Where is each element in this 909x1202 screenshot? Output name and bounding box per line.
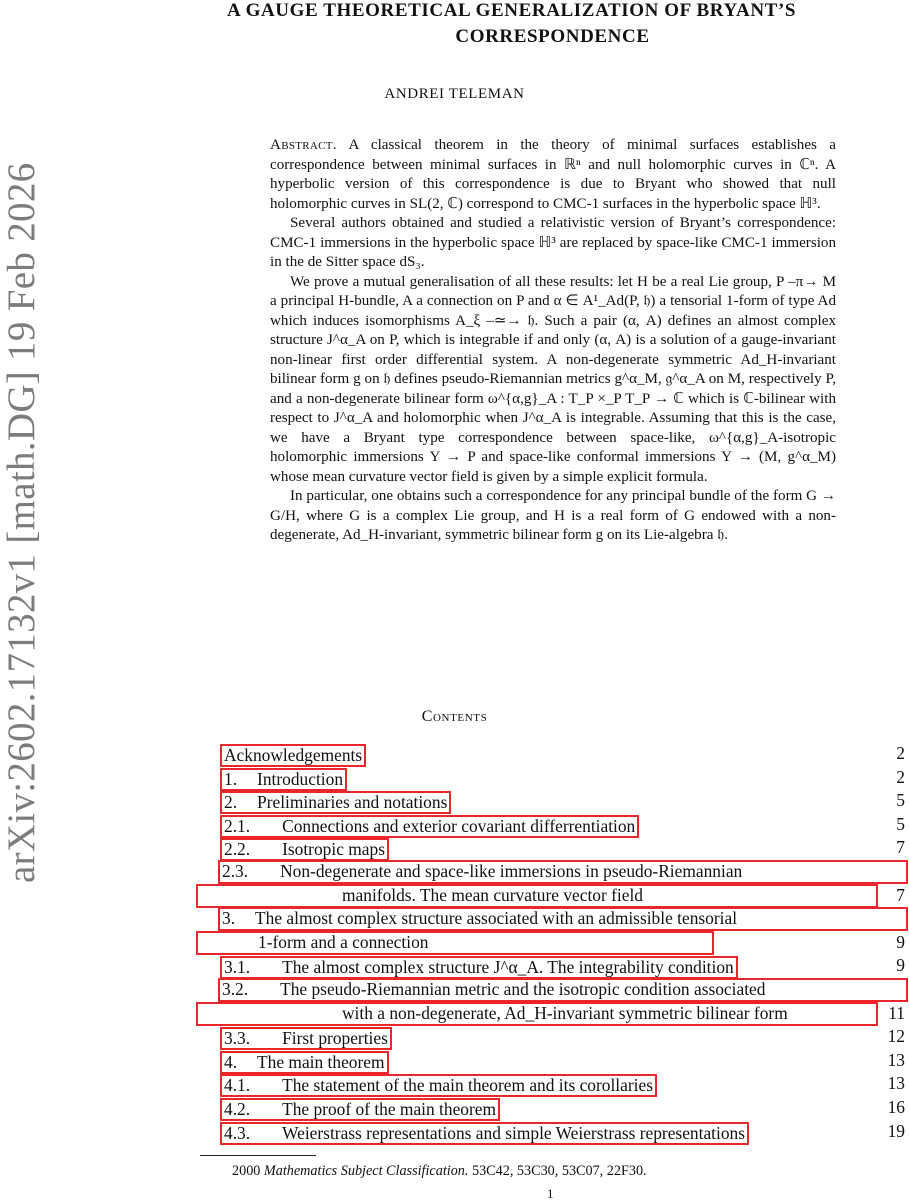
toc-page-number: 5 (896, 813, 905, 834)
toc-title: Preliminaries and notations (257, 792, 448, 813)
author-name: ANDREI TELEMAN (384, 86, 525, 102)
toc-link[interactable] (220, 1051, 389, 1074)
toc-title: Introduction (257, 768, 344, 789)
toc-link[interactable] (220, 838, 389, 861)
footnote-rule (200, 1155, 316, 1156)
toc-entry (220, 768, 908, 792)
toc-section-number: 2. (224, 792, 238, 813)
toc-entry-continuation (220, 1004, 908, 1028)
toc-link[interactable] (220, 744, 366, 767)
abstract (270, 136, 836, 546)
contents-heading-text: Contents (421, 708, 488, 725)
toc-entry (220, 909, 908, 933)
toc-title: The main theorem (257, 1051, 385, 1072)
toc-link[interactable] (220, 1122, 749, 1145)
toc-link[interactable] (220, 1074, 657, 1097)
toc-title: The proof of the main theorem (282, 1099, 497, 1119)
toc-entry (220, 1051, 908, 1075)
abstract-paragraph-1 (270, 136, 836, 214)
contents-heading (0, 708, 909, 726)
toc-page-number: 11 (888, 1002, 905, 1023)
toc-title: Weierstrass representations and simple Weierstrass representations (282, 1122, 745, 1143)
toc-section-number: 4.1. (224, 1075, 251, 1096)
toc-link-box-bottom[interactable] (196, 1002, 878, 1026)
footnote-year: 2000 (232, 1163, 261, 1179)
toc-page-number: 9 (896, 931, 905, 952)
abstract-heading: Abstract. (270, 137, 337, 153)
toc-title: The statement of the main theorem and its corollaries (282, 1075, 653, 1096)
footnote-label: Mathematics Subject Classification. (263, 1163, 469, 1179)
toc-entry-continuation (220, 933, 908, 957)
author (0, 86, 713, 103)
toc-title: Isotropic maps (282, 839, 385, 860)
title-line-1: A GAUGE THEORETICAL GENERALIZATION OF BRYANT’S (226, 0, 797, 21)
title-line-2: CORRESPONDENCE (455, 26, 650, 47)
toc-section-number: 3.3. (224, 1028, 251, 1049)
toc-link-box-top[interactable] (218, 907, 908, 931)
toc-entry (220, 744, 908, 768)
toc-title: Acknowledgements (224, 745, 363, 765)
toc-page-number: 7 (896, 884, 905, 905)
arxiv-stamp: arXiv:2602.17132v1 [math.DG] 19 Feb 2026 (0, 162, 43, 883)
toc-title: The almost complex structure associated with an admissible tensorial (255, 908, 738, 929)
toc-entry-continuation (220, 886, 908, 910)
toc-link[interactable] (220, 1027, 392, 1050)
abstract-paragraph-2: Several authors obtained and studied a relativistic version of Bryant’s correspondence: CMC-1 immersions in the hyperbolic space ℍ³ are replaced by space-like CMC-1 immersion in the de Sitter space dS₃. (270, 215, 836, 270)
toc-entry (220, 1098, 908, 1122)
abstract-paragraph-4: In particular, one obtains such a correspondence for any principal bundle of the form G → G/H, where G is a complex Lie group, and H is a real form of G endowed with a non-degenerate, Ad_H-invariant, symmetric bilinear form g on its Lie-algebra 𝔥. (270, 488, 836, 543)
toc-section-number: 1. (224, 768, 238, 789)
toc-title-continuation[interactable]: with a non-degenerate, Ad_H-invariant symmetric bilinear form (342, 1002, 788, 1023)
toc-title-continuation[interactable]: 1-form and a connection (258, 931, 429, 952)
toc-link[interactable] (220, 956, 738, 979)
toc-link-box-bottom[interactable] (196, 884, 878, 908)
toc-link[interactable] (220, 791, 451, 814)
toc-page-number: 7 (896, 837, 905, 858)
toc-section-number: 4.3. (224, 1122, 251, 1143)
toc-section-number: 2.3. (222, 861, 249, 881)
toc-section-number: 4.2. (224, 1099, 251, 1119)
toc-page-number: 13 (887, 1049, 905, 1070)
page-number: 1 (547, 1186, 554, 1201)
abstract-paragraph-3: We prove a mutual generalisation of all these results: let H be a real Lie group, P –π→ M a principal H-bundle, A a connection on P and α ∈ A¹_Ad(P, 𝔥) a tensorial 1-form of type Ad which induces isomorphisms A_ξ –≃→ 𝔥. Such a pair (α, A) defines an almost complex structure J^α_A on P, which is integrable if and only (α, A) is a solution of a gauge-invariant non-linear first order differential system. A non-degenerate symmetric Ad_H-invariant bilinear form g on 𝔥 defines pseudo-Riemannian metrics g^α_M, 𝔤^α_A on M, respectively P, and a non-degenerate bilinear form ω^{α,g}_A : T_P ×_P T_P → ℂ which is ℂ-bilinear with respect to J^α_A and holomorphic when J^α_A is integrable. Assuming that this is the case, we have a Bryant type correspondence between space-like, ω^{α,g}_A-isotropic holomorphic immersions Y → P and space-like conformal immersions Y → (M, g^α_M) whose mean curvature vector field is given by a simple explicit formula. (270, 273, 836, 485)
toc-section-number: 4. (224, 1051, 238, 1072)
toc-title: Connections and exterior covariant differrentiation (282, 815, 636, 836)
toc-link-box-top[interactable] (218, 860, 908, 884)
toc-entry (220, 838, 908, 862)
toc-entry (220, 1122, 908, 1146)
toc-entry (220, 980, 908, 1004)
toc-title: The pseudo-Riemannian metric and the isotropic condition associated (280, 979, 766, 999)
toc-entry (220, 815, 908, 839)
footnote-codes: 53C42, 53C30, 53C07, 22F30. (471, 1163, 647, 1179)
toc-section-number: 2.1. (224, 815, 251, 836)
toc-link[interactable] (220, 768, 347, 791)
toc-link-box-bottom[interactable] (196, 931, 714, 955)
paper-title (0, 0, 909, 50)
toc-title: Non-degenerate and space-like immersions in pseudo-Riemannian (280, 861, 743, 881)
toc-page-number: 2 (896, 743, 905, 763)
toc-entry (220, 862, 908, 886)
toc-link-box-top[interactable] (218, 978, 908, 1002)
toc-section-number: 2.2. (224, 839, 251, 860)
toc-entry (220, 956, 908, 980)
toc-title-continuation[interactable]: manifolds. The mean curvature vector field (342, 884, 643, 905)
footnote (232, 1163, 647, 1180)
toc-section-number: 3.2. (222, 979, 249, 999)
toc-entry (220, 1074, 908, 1098)
toc-page-number: 16 (887, 1097, 905, 1117)
toc-page-number: 9 (896, 955, 905, 976)
toc-section-number: 3.1. (224, 957, 251, 978)
toc-title: The almost complex structure J^α_A. The integrability condition (282, 957, 734, 978)
toc-section-number: 3. (222, 908, 236, 929)
toc-page-number: 12 (887, 1026, 905, 1047)
toc-link[interactable] (220, 815, 639, 838)
toc-title: First properties (282, 1028, 388, 1049)
toc-page-number: 19 (887, 1120, 905, 1141)
toc-entry (220, 1027, 908, 1051)
toc-page-number: 2 (896, 766, 905, 787)
toc-entry (220, 791, 908, 815)
toc-page-number: 5 (896, 790, 905, 811)
abstract-p1-text: A classical theorem in the theory of minimal surfaces establishes a correspondence between minimal surfaces in ℝⁿ and null holomorphic curves in ℂⁿ. A hyperbolic version of this correspondence is due to Bryant who showed that null holomorphic curves in SL(2, ℂ) correspond to CMC-1 surfaces in the hyperbolic space ℍ³. (270, 137, 836, 212)
toc-page-number: 13 (887, 1073, 905, 1094)
toc-link[interactable] (220, 1098, 500, 1121)
